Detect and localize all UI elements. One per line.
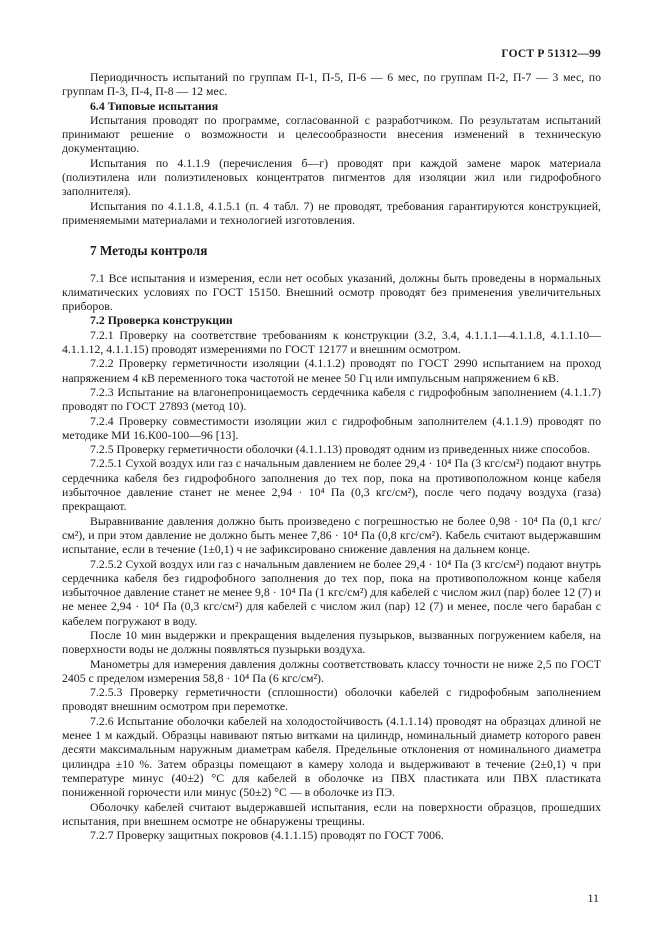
paragraph-7-2-6: 7.2.6 Испытание оболочки кабелей на холодостойчивость (4.1.1.14) проводят на образцах длиной не менее 1 м каждый. Образцы навивают пятью витками на цилиндр, номинальный диаметр которого равен десяти максимальным наружным диаметрам кабеля. Предельные отклонения от номинального диаметра цилиндра ±10 %. Затем образцы помещают в камеру холода и выдерживают в течение (2±0,1) ч при температуре минус (40±2) °С для кабелей в оболочке из ПВХ пластиката или ПВХ пластиката пониженной горючести или минус (50±2) °С — в оболочке из ПЭ. — [62, 713, 601, 800]
paragraph-7-2-5-3: 7.2.5.3 Проверку герметичности (сплошности) оболочки кабелей с гидрофобным заполнением проводят внешним осмотром при перемотке. — [62, 685, 601, 714]
paragraph-7-2-1: 7.2.1 Проверку на соответствие требованиям к конструкции (3.2, 3.4, 4.1.1.1—4.1.1.8, 4.1.1.10—4.1.1.12, 4.1.1.15) проводят измерениями по ГОСТ 12177 и внешним осмотром. — [62, 327, 601, 357]
paragraph-pressure-equalization: Выравнивание давления должно быть произведено с погрешностью не более 0,98 · 10⁴ Па (0,1 кгс/см²), и при этом давление не должно быть менее 7,86 · 10⁴ Па (0,8 кгс/см²). Кабель считают выдержавшим испытание, если в течение (1±0,1) ч не зафиксировано снижение давления на дальнем конце. — [62, 513, 601, 557]
paragraph-7-2-3: 7.2.3 Испытание на влагонепроницаемость сердечника кабеля с гидрофобным заполнением (4.1.1.7) проводят по ГОСТ 27893 (метод 10). — [62, 384, 601, 414]
page-number: 11 — [587, 891, 599, 905]
paragraph-type-tests-program: Испытания проводят по программе, согласованной с разработчиком. По результатам испытаний принимают решение о возможности и целесообразности внесения изменений в техническую документацию. — [62, 112, 601, 156]
paragraph-test-periodicity: Периодичность испытаний по группам П-1, П-5, П-6 — 6 мес, по группам П-2, П-7 — 3 мес, по группам П-3, П-4, П-8 — 12 мес. — [62, 70, 601, 99]
paragraph-sheath-result: Оболочку кабелей считают выдержавшей испытания, если на поверхности образцов, прошедших испытания, при внешнем осмотре не обнаружены трещины. — [62, 799, 601, 828]
paragraph-7-2-5-2: 7.2.5.2 Сухой воздух или газ с начальным давлением не более 29,4 · 10⁴ Па (3 кгс/см²) подают внутрь сердечника кабеля без гидрофобного заполнения до тех пор, пока на противоположном конце кабеля избыточное давление станет не менее 9,8 · 10⁴ Па (1 кгс/см²) для кабелей с числом жил (пар) более 12 (7) и не менее 2,94 · 10⁴ Па (0,3 кгс/см²) для кабелей с числом жил (пар) 12 (7) и менее, после чего барабан с кабелем погружают в воду. — [62, 556, 601, 628]
paragraph-7-1: 7.1 Все испытания и измерения, если нет особых указаний, должны быть проведены в нормальных климатических условиях по ГОСТ 15150. Внешний осмотр проводят без применения увеличительных приборов. — [62, 270, 601, 314]
paragraph-7-2-7: 7.2.7 Проверку защитных покровов (4.1.1.15) проводят по ГОСТ 7006. — [90, 828, 444, 843]
paragraph-tests-4118: Испытания по 4.1.1.8, 4.1.5.1 (п. 4 табл. 7) не проводят, требования гарантируются конструкцией, применяемыми материалами и технологией изготовления. — [62, 198, 601, 227]
document-body — [62, 70, 601, 842]
chapter-heading-7: 7 Методы контроля — [90, 243, 208, 259]
paragraph-bubbles-check: После 10 мин выдержки и прекращения выделения пузырьков, вызванных погружением кабеля, на поверхности воды не должны появляться пузырьки воздуха. — [62, 627, 601, 657]
paragraph-7-2-2: 7.2.2 Проверку герметичности изоляции (4.1.1.2) проводят по ГОСТ 2990 испытанием на проход напряжением 4 кВ переменного тока частотой не менее 50 Гц или импульсным напряжением 6 кВ. — [62, 356, 601, 385]
paragraph-7-2-4: 7.2.4 Проверку совместимости изоляции жил с гидрофобным заполнителем (4.1.1.9) проводят по методике МИ 16.К00-100—96 [13]. — [62, 413, 601, 442]
subsection-heading-7-2: 7.2 Проверка конструкции — [90, 313, 233, 328]
paragraph-7-2-5: 7.2.5 Проверку герметичности оболочки (4.1.1.13) проводят одним из приведенных ниже способов. — [90, 442, 591, 457]
section-heading-6-4: 6.4 Типовые испытания — [90, 98, 219, 113]
paragraph-tests-4119: Испытания по 4.1.1.9 (перечисления б—г) проводят при каждой замене марок материала (полиэтилена или полиэтиленовых концентратов пигментов для изоляции жил или гидрофобного заполнителя). — [62, 155, 601, 199]
doc-number: ГОСТ Р 51312—99 — [501, 48, 601, 60]
paragraph-manometers: Манометры для измерения давления должны соответствовать классу точности не ниже 2,5 по ГОСТ 2405 с пределом измерения 58,8 · 10⁴ Па (6 кгс/см²). — [62, 656, 601, 685]
paragraph-7-2-5-1: 7.2.5.1 Сухой воздух или газ с начальным давлением не более 29,4 · 10⁴ Па (3 кгс/см²) подают внутрь сердечника кабеля без гидрофобного заполнения до тех пор, пока на противоположном конце кабеля избыточное давление станет не менее 2,94 · 10⁴ Па (0,3 кгс/см²), после чего подачу воздуха (газа) прекращают. — [62, 456, 601, 514]
